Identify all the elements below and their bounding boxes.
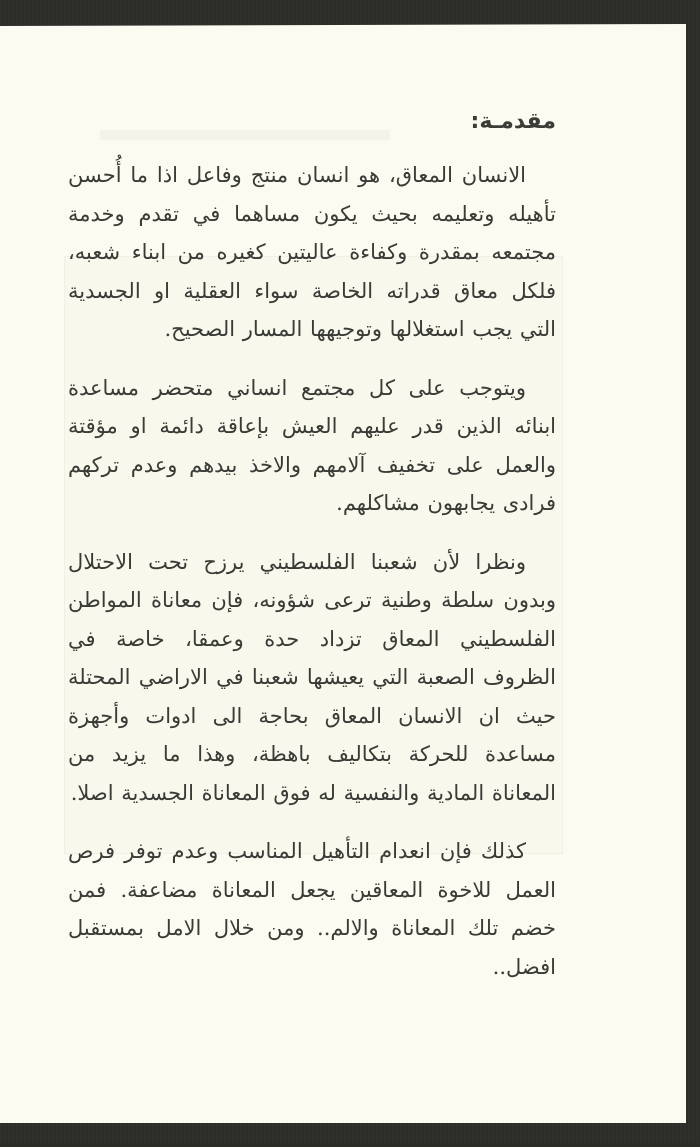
document-body xyxy=(68,98,556,1006)
paragraph-1: الانسان المعاق، هو انسان منتج وفاعل اذا ما أُحسن تأهيله وتعليمه بحيث يكون مساهما في تقدم وخدمة مجتمعه بمقدرة وكفاءة عاليتين كغيره من ابناء شعبه، فلكل معاق قدراته الخاصة سواء العقلية او الجسدية التي يجب استغلالها وتوجيهها المسار الصحيح. xyxy=(68,163,556,341)
section-title: مقدمـة: xyxy=(470,109,556,134)
paragraph-2: ويتوجب على كل مجتمع انساني متحضر مساعدة ابنائه الذين قدر عليهم العيش بإعاقة دائمة او مؤقتة والعمل على تخفيف آلامهم والاخذ بيدهم وعدم تركهم فرادى يجابهون مشاكلهم. xyxy=(68,375,556,515)
paragraph-3: ونظرا لأن شعبنا الفلسطيني يرزح تحت الاحتلال وبدون سلطة وطنية ترعى شؤونه، فإن معاناة المواطن الفلسطيني المعاق تزداد حدة وعمقا، خاصة في الظروف الصعبة التي يعيشها شعبنا في الاراضي المحتلة حيث ان الانسان المعاق بحاجة الى ادوات وأجهزة مساعدة للحركة بتكاليف باهظة، وهذا ما يزيد من المعاناة المادية والنفسية له فوق المعاناة الجسدية اصلا. xyxy=(68,549,556,805)
paragraph-4: كذلك فإن انعدام التأهيل المناسب وعدم توفر فرص العمل للاخوة المعاقين يجعل المعاناة مضاعفة. فمن خضم تلك المعاناة والالم.. ومن خلال الامل بمستقبل افضل.. xyxy=(68,839,556,979)
